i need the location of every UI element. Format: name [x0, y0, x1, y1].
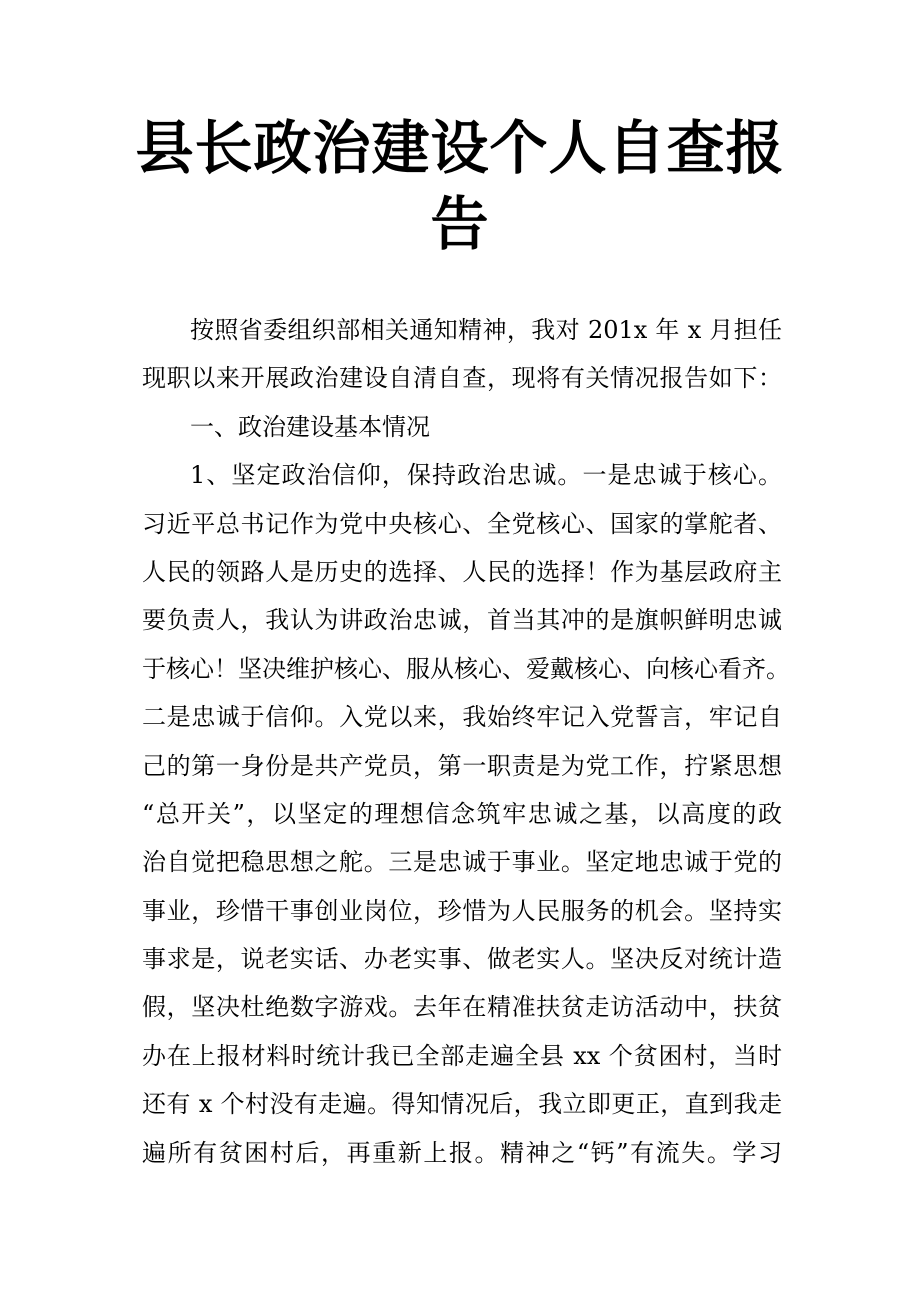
text-line: 办在上报材料时统计我已全部走遍全县 xx 个贫困村，当时	[142, 1041, 782, 1070]
text-line: 事求是，说老实话、办老实事、做老实人。坚决反对统计造	[142, 945, 782, 974]
text-line: 事业，珍惜干事创业岗位，珍惜为人民服务的机会。坚持实	[142, 896, 782, 925]
text-line: 要负责人，我认为讲政治忠诚，首当其冲的是旗帜鲜明忠诚	[142, 606, 782, 635]
text-line: 假，坚决杜绝数字游戏。去年在精准扶贫走访活动中，扶贫	[142, 993, 782, 1022]
text-line: 遍所有贫困村后，再重新上报。精神之“钙”有流失。学习	[142, 1138, 782, 1167]
document-title: 县长政治建设个人自查报告	[135, 114, 785, 258]
text-line: 现职以来开展政治建设自清自查，现将有关情况报告如下：	[142, 364, 782, 393]
text-line: 按照省委组织部相关通知精神，我对 201x 年 x 月担任	[190, 316, 782, 344]
text-line: 习近平总书记作为党中央核心、全党核心、国家的掌舵者、	[142, 509, 782, 538]
document-body	[142, 306, 790, 1177]
text-line: 二是忠诚于信仰。入党以来，我始终牢记入党誓言，牢记自	[142, 703, 782, 732]
text-line: 治自觉把稳思想之舵。三是忠诚于事业。坚定地忠诚于党的	[142, 848, 782, 877]
text-line: 1、坚定政治信仰，保持政治忠诚。一是忠诚于核心。	[190, 461, 782, 490]
text-line: 一、政治建设基本情况	[190, 412, 430, 441]
text-line: 于核心！坚决维护核心、服从核心、爱戴核心、向核心看齐。	[142, 654, 790, 683]
text-line: 还有 x 个村没有走遍。得知情况后，我立即更正，直到我走	[142, 1090, 782, 1119]
text-line: “总开关”，以坚定的理想信念筑牢忠诚之基，以高度的政	[142, 799, 782, 828]
text-line: 己的第一身份是共产党员，第一职责是为党工作，拧紧思想	[142, 751, 782, 780]
text-line: 人民的领路人是历史的选择、人民的选择！作为基层政府主	[142, 557, 782, 586]
